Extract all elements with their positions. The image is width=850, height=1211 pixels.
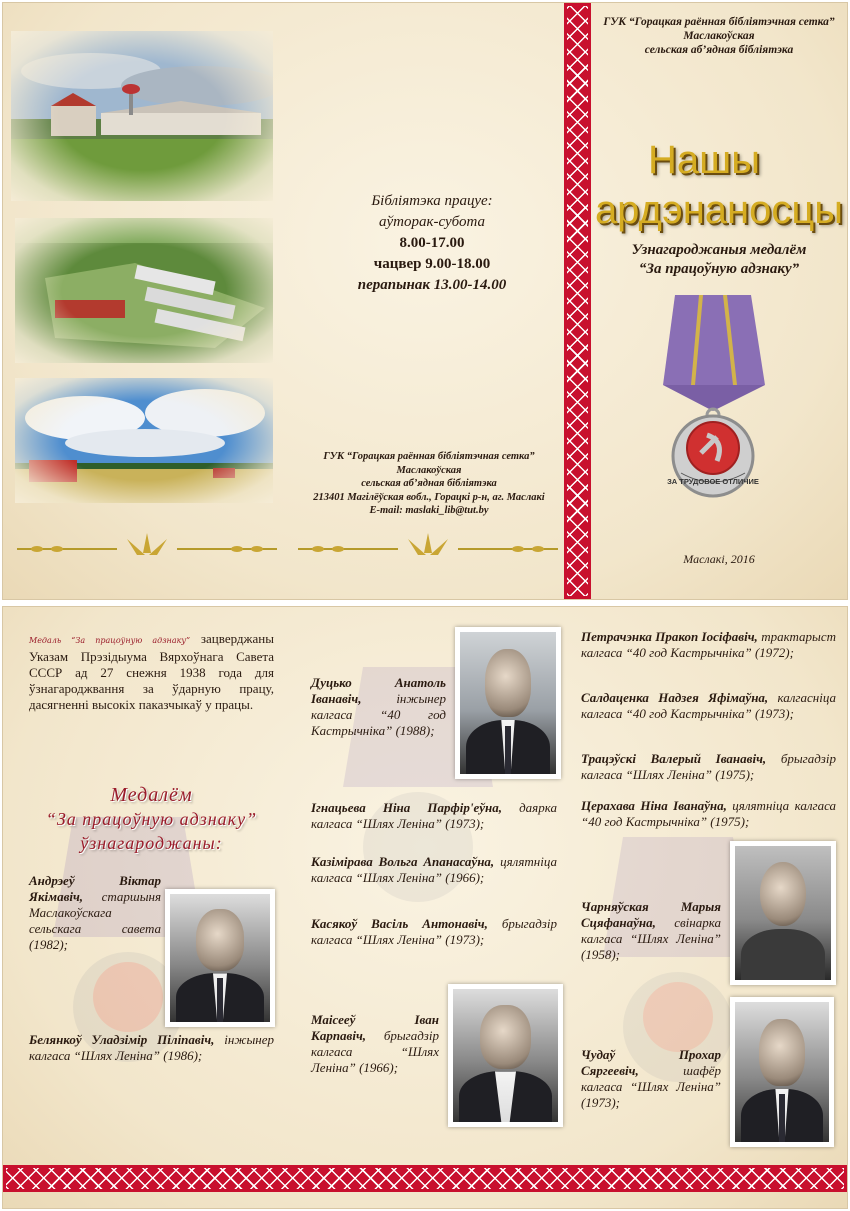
person-13-desc: шафёр калгаса “Шлях Леніна” (1973); [581,1063,721,1110]
person-13-photo [730,997,834,1147]
person-7-name: Маісееў Іван Карпавіч, [311,1012,439,1043]
contact-address: 213401 Магілёўская вобл., Горацкі р-н, аг. Маслакі [313,491,545,503]
person-6 [311,916,557,948]
person-10-desc: брыгадзір калгаса “Шлях Леніна” (1975); [581,751,836,782]
contact-org: ГУК “Горацкая раённая бібліятэчная сетка” [323,451,535,462]
person-8-desc: трактарыст калгаса “40 год Кастрычніка” (1972); [581,629,837,660]
person-9-desc: калгасніца калгаса “40 год Кастрычніка” (1973); [581,690,836,721]
wheat-ornament-middle [298,531,558,559]
person-4-desc: даярка калгаса “Шлях Леніна” (1973); [311,800,557,831]
library-hours [303,191,561,296]
person-7 [311,1012,439,1076]
person-4-name: Ігнацьева Ніна Парфір'еўна, [311,800,503,815]
person-10-name: Трацэўскі Валерый Іванавіч, [581,751,767,766]
contact-library-2: сельская аб’ядная бібліятэка [361,478,497,489]
person-13 [581,1047,721,1111]
hours-thursday: чацвер 9.00-18.00 [373,256,491,272]
ornament-band-bottom [3,1165,847,1192]
person-12-photo [730,841,836,985]
heading-line-3: ўзнагароджаны: [80,833,223,853]
person-1-photo [165,889,275,1027]
org-library-2: сельская аб’ядная бібліятэка [644,44,794,56]
person-12 [581,899,721,963]
contact-email: E-mail: maslaki_lib@tut.by [369,505,489,516]
person-1-desc: старшыня Маслакоўскага сельскага савета (1982); [29,889,161,952]
intro-paragraph [29,631,274,713]
person-6-desc: брыгадзір калгаса “Шлях Леніна” (1973); [311,916,557,947]
person-6-name: Касякоў Васіль Антонавіч, [311,916,488,931]
cover-spread [2,2,848,600]
person-5-desc: цялятніца калгаса “Шлях Леніна” (1966); [311,854,557,885]
person-5-name: Казімірава Вольга Апанасаўна, [311,854,495,869]
person-2 [29,1032,274,1064]
intro-text: зацверджаны Указам Прэзідыума Вярхоўнага Савета СССР ад 27 снежня 1938 года для ўзнагароджвання за ўдарную працу, дасягненні высокіх паказчыкаў у працы. [29,631,274,712]
title-line-2: ардэнаносцы [594,188,844,232]
person-2-name: Белянкоў Уладзімір Пiлiпавiч, [29,1032,215,1047]
person-3-name: Дуцько Анатоль Іванавіч, [311,675,446,706]
hours-time: 8.00-17.00 [399,235,465,251]
heading-line-1: Медалём [110,784,193,806]
farm-photo-1 [11,31,273,201]
subtitle-line-1: Узнагароджаныя медалём [631,242,807,258]
person-3-desc: інжынер калгаса “40 год Кастрычніка” (1988); [311,691,446,738]
person-8 [581,629,836,661]
title-line-1: Нашы [648,138,760,182]
medal-inscription: ЗА ТРУДОВОЕ ОТЛИЧИЕ [667,477,759,486]
hours-heading: Бібліятэка працуе: [371,193,493,209]
hours-days: аўторак-субота [378,214,486,230]
person-11-desc: цялятніца калгаса “40 год Кастрычніка” (1975); [581,798,836,829]
person-8-name: Петрачэнка Пракоп Іосіфавіч, [581,629,758,644]
org-name: ГУК “Горацкая раённая бібліятэчная сетка” [603,16,835,28]
awardees-heading [29,783,274,855]
person-11-name: Церахава Ніна Іванаўна, [581,798,727,813]
subtitle [591,241,847,279]
person-10 [581,751,836,783]
org-library-1: Маслакоўская [683,30,755,42]
medal-image [653,293,773,508]
org-header [591,15,847,57]
farm-photo-2 [15,218,273,363]
hours-break: перапынак 13.00-14.00 [357,277,507,293]
person-12-desc: свінарка калгаса “Шлях Леніна” (1958); [581,915,721,962]
farm-photo-3 [15,378,273,503]
person-3 [311,675,446,739]
person-13-name: Чудаў Прохар Сяргеевіч, [581,1047,721,1078]
person-3-photo [455,627,561,779]
place-year: Маслакі, 2016 [683,552,755,566]
person-5 [311,854,557,886]
person-9 [581,690,836,722]
heading-line-2: “За працоўную адзнаку” [45,809,258,829]
person-7-desc: брыгадзір калгаса “Шлях Леніна” (1966); [311,1028,439,1075]
person-1 [29,873,161,953]
intro-medal-name: Медаль “За працоўную адзнаку” [29,636,191,645]
person-2-desc: інжынер калгаса “Шлях Леніна” (1986); [29,1032,274,1063]
person-1-name: Андрэеў Віктар Якімавіч, [29,873,161,904]
inner-spread [2,606,848,1209]
person-4 [311,800,557,832]
person-12-name: Чарняўская Марыя Сцяфанаўна, [581,899,721,930]
contact-library-1: Маслакоўская [396,464,462,476]
subtitle-line-2: “За працоўную адзнаку” [638,261,800,277]
person-11 [581,798,836,830]
main-title [591,135,847,235]
contacts-block [295,450,563,518]
ornament-band-vertical [564,3,591,599]
person-7-photo [448,984,563,1127]
wheat-ornament-left [17,531,277,559]
person-9-name: Салдаценка Надзея Яфімаўна, [581,690,769,705]
